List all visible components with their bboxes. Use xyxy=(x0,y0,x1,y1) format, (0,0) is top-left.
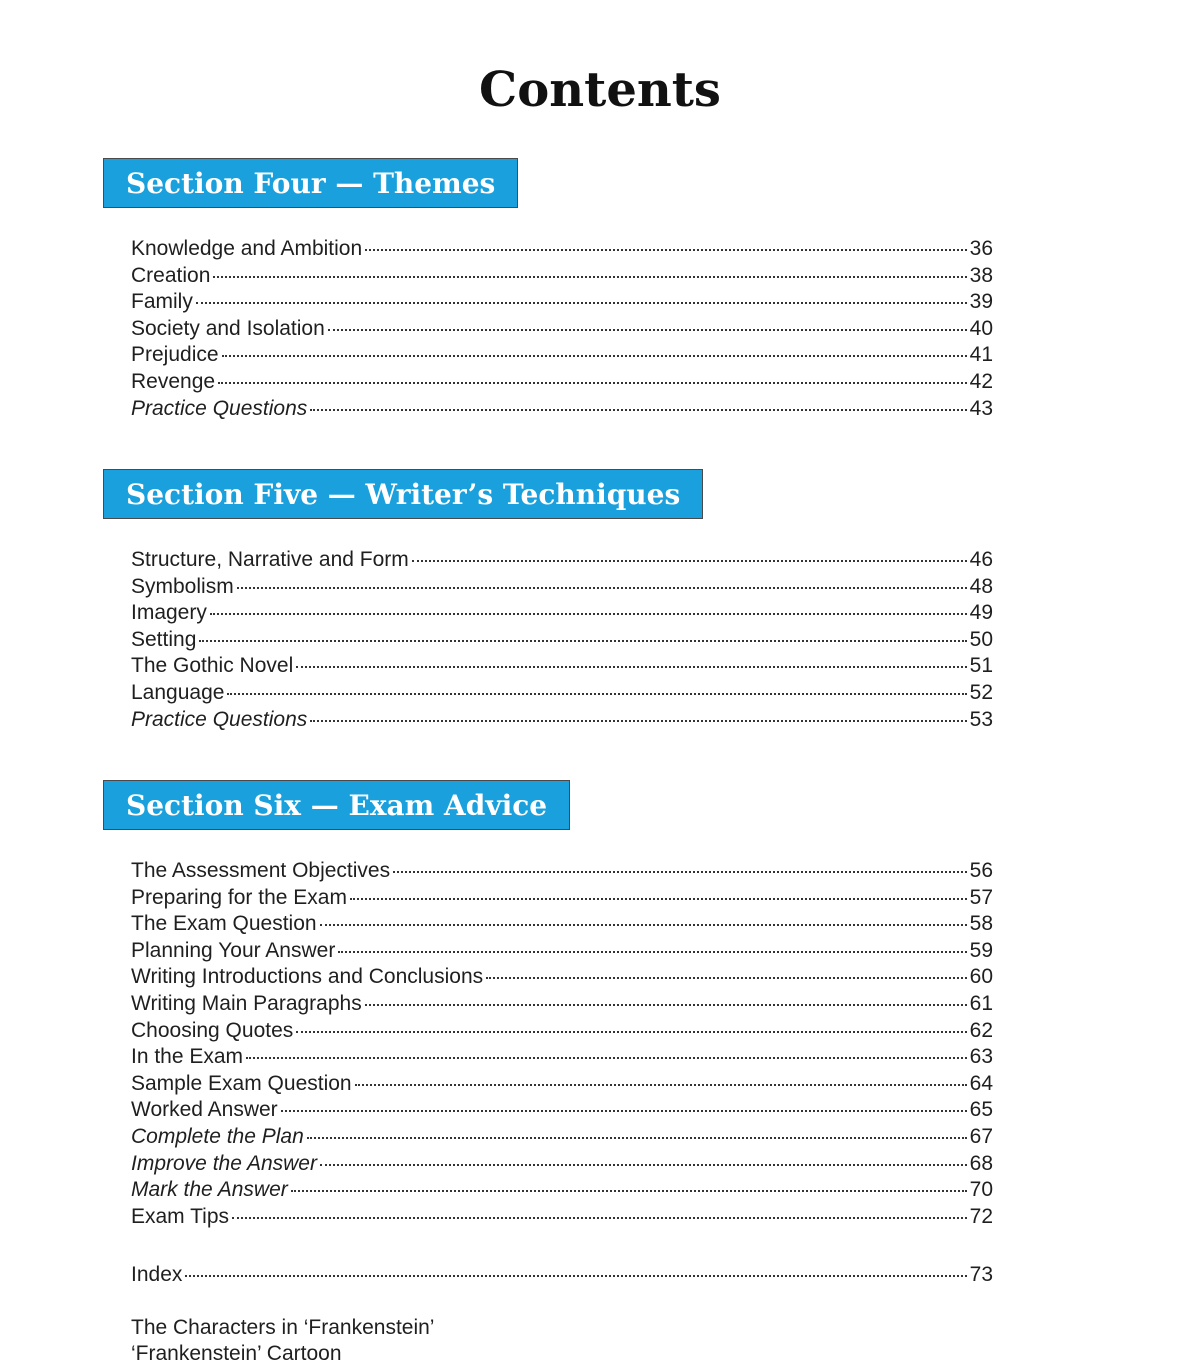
toc-entry-page: 56 xyxy=(969,859,993,882)
toc-entry xyxy=(131,574,993,601)
dot-leader xyxy=(310,409,966,411)
toc-entry-label: Sample Exam Question xyxy=(131,1071,352,1095)
dot-leader xyxy=(232,1217,967,1219)
section-heading: Section Five — Writer’s Techniques xyxy=(103,469,703,519)
toc-entry xyxy=(131,1151,993,1178)
toc-entry xyxy=(131,885,993,912)
toc-entry-label: Society and Isolation xyxy=(131,316,325,340)
toc-entry-label: Exam Tips xyxy=(131,1204,230,1228)
toc-entry-label: Writing Main Paragraphs xyxy=(131,991,362,1015)
toc-entry-label: Practice Questions xyxy=(131,707,308,731)
dot-leader xyxy=(338,951,966,953)
toc-entry-page: 36 xyxy=(969,237,993,260)
dot-leader xyxy=(393,871,967,873)
extra-item: ‘Frankenstein’ Cartoon xyxy=(131,1342,342,1365)
toc-entry-page: 43 xyxy=(969,396,993,420)
toc-entry xyxy=(131,1204,993,1231)
dot-leader xyxy=(185,1275,966,1277)
toc-entry xyxy=(131,600,993,627)
toc-entry-label: Revenge xyxy=(131,369,216,393)
toc-entry xyxy=(131,263,993,290)
toc-entry-label: Imagery xyxy=(131,601,207,625)
section-heading: Section Four — Themes xyxy=(103,158,518,208)
toc-entry-page: 46 xyxy=(969,548,993,571)
toc-entry xyxy=(131,547,993,574)
toc-entry xyxy=(131,396,993,423)
toc-entry-page: 65 xyxy=(969,1098,993,1122)
toc-entry-page: 52 xyxy=(969,680,993,704)
dot-leader xyxy=(296,1031,966,1033)
toc-entry-label: Structure, Narrative and Form xyxy=(131,548,409,571)
toc-entry-label: Improve the Answer xyxy=(131,1151,317,1175)
toc-entry-page: 49 xyxy=(969,601,993,625)
toc-entry xyxy=(131,236,993,263)
toc-entry-label: Prejudice xyxy=(131,343,219,367)
toc-entry xyxy=(131,938,993,965)
index-entry-list xyxy=(131,1262,993,1289)
toc-entry-label: Worked Answer xyxy=(131,1098,278,1122)
dot-leader xyxy=(246,1057,967,1059)
toc-entry-label: Preparing for the Exam xyxy=(131,885,347,909)
toc-entry xyxy=(131,1124,993,1151)
toc-entry-page: 62 xyxy=(969,1018,993,1042)
toc-entry-label: In the Exam xyxy=(131,1045,244,1069)
toc-entry xyxy=(131,964,993,991)
toc-entry xyxy=(131,1018,993,1045)
toc-entry-label: Language xyxy=(131,680,225,704)
toc-entry xyxy=(131,653,993,680)
toc-entry-label: The Assessment Objectives xyxy=(131,859,391,882)
toc-entry-label: Practice Questions xyxy=(131,396,308,420)
toc-entry-page: 67 xyxy=(969,1124,993,1148)
dot-leader xyxy=(307,1137,967,1139)
toc-entry xyxy=(131,369,993,396)
dot-leader xyxy=(196,302,967,304)
toc-entry xyxy=(131,858,993,885)
page-title: Contents xyxy=(479,62,721,118)
section-entries xyxy=(131,547,993,733)
toc-entry xyxy=(131,1071,993,1098)
toc-entry-page: 58 xyxy=(969,912,993,936)
toc-entry-page: 72 xyxy=(969,1204,993,1228)
toc-entry xyxy=(131,1044,993,1071)
toc-entry xyxy=(131,991,993,1018)
dot-leader xyxy=(320,924,967,926)
toc-entry-page: 73 xyxy=(969,1263,993,1286)
toc-entry-label: Complete the Plan xyxy=(131,1124,304,1148)
toc-entry-label: Creation xyxy=(131,263,211,287)
toc-entry-label: Knowledge and Ambition xyxy=(131,237,363,260)
toc-entry-page: 50 xyxy=(969,627,993,651)
toc-entry-index xyxy=(131,1262,993,1289)
toc-entry-label: Index xyxy=(131,1263,183,1286)
toc-entry xyxy=(131,316,993,343)
dot-leader xyxy=(227,693,966,695)
dot-leader xyxy=(281,1110,967,1112)
extra-item: The Characters in ‘Frankenstein’ xyxy=(131,1316,435,1339)
toc-entry-page: 57 xyxy=(969,885,993,909)
dot-leader xyxy=(310,720,966,722)
toc-entry-page: 39 xyxy=(969,290,993,314)
dot-leader xyxy=(412,560,967,562)
dot-leader xyxy=(365,249,966,251)
toc-entry-page: 48 xyxy=(969,574,993,598)
toc-entry-page: 63 xyxy=(969,1045,993,1069)
section-entries xyxy=(131,858,993,1230)
toc-entry-page: 53 xyxy=(969,707,993,731)
toc-entry-page: 40 xyxy=(969,316,993,340)
toc-entry xyxy=(131,627,993,654)
dot-leader xyxy=(328,329,967,331)
toc-entry-page: 42 xyxy=(969,369,993,393)
dot-leader xyxy=(320,1164,967,1166)
dot-leader xyxy=(355,1084,967,1086)
toc-entry xyxy=(131,707,993,734)
dot-leader xyxy=(291,1190,967,1192)
dot-leader xyxy=(486,977,967,979)
toc-entry-page: 59 xyxy=(969,938,993,962)
toc-entry-page: 70 xyxy=(969,1178,993,1202)
dot-leader xyxy=(365,1004,967,1006)
toc-entry-label: The Exam Question xyxy=(131,912,317,936)
toc-entry-label: Writing Introductions and Conclusions xyxy=(131,965,484,989)
toc-entry xyxy=(131,342,993,369)
toc-entry-label: Setting xyxy=(131,627,197,651)
toc-entry-page: 60 xyxy=(969,965,993,989)
toc-entry xyxy=(131,1177,993,1204)
toc-entry xyxy=(131,289,993,316)
toc-entry-label: Symbolism xyxy=(131,574,234,598)
dot-leader xyxy=(210,613,967,615)
toc-entry-page: 41 xyxy=(969,343,993,367)
toc-entry xyxy=(131,1097,993,1124)
dot-leader xyxy=(222,355,967,357)
toc-entry-label: Planning Your Answer xyxy=(131,938,336,962)
toc-entry-label: Family xyxy=(131,290,193,314)
section-heading: Section Six — Exam Advice xyxy=(103,780,570,830)
toc-entry-page: 68 xyxy=(969,1151,993,1175)
dot-leader xyxy=(350,898,967,900)
dot-leader xyxy=(213,276,966,278)
toc-entry xyxy=(131,680,993,707)
toc-entry-page: 64 xyxy=(969,1071,993,1095)
toc-entry-label: The Gothic Novel xyxy=(131,654,294,678)
toc-entry-page: 38 xyxy=(969,263,993,287)
dot-leader xyxy=(199,640,966,642)
toc-entry-page: 51 xyxy=(969,654,993,678)
dot-leader xyxy=(218,382,967,384)
dot-leader xyxy=(296,666,966,668)
dot-leader xyxy=(237,587,967,589)
toc-entry-label: Mark the Answer xyxy=(131,1178,288,1202)
toc-entry-page: 61 xyxy=(969,991,993,1015)
toc-entry xyxy=(131,911,993,938)
section-entries xyxy=(131,236,993,422)
toc-entry-label: Choosing Quotes xyxy=(131,1018,294,1042)
